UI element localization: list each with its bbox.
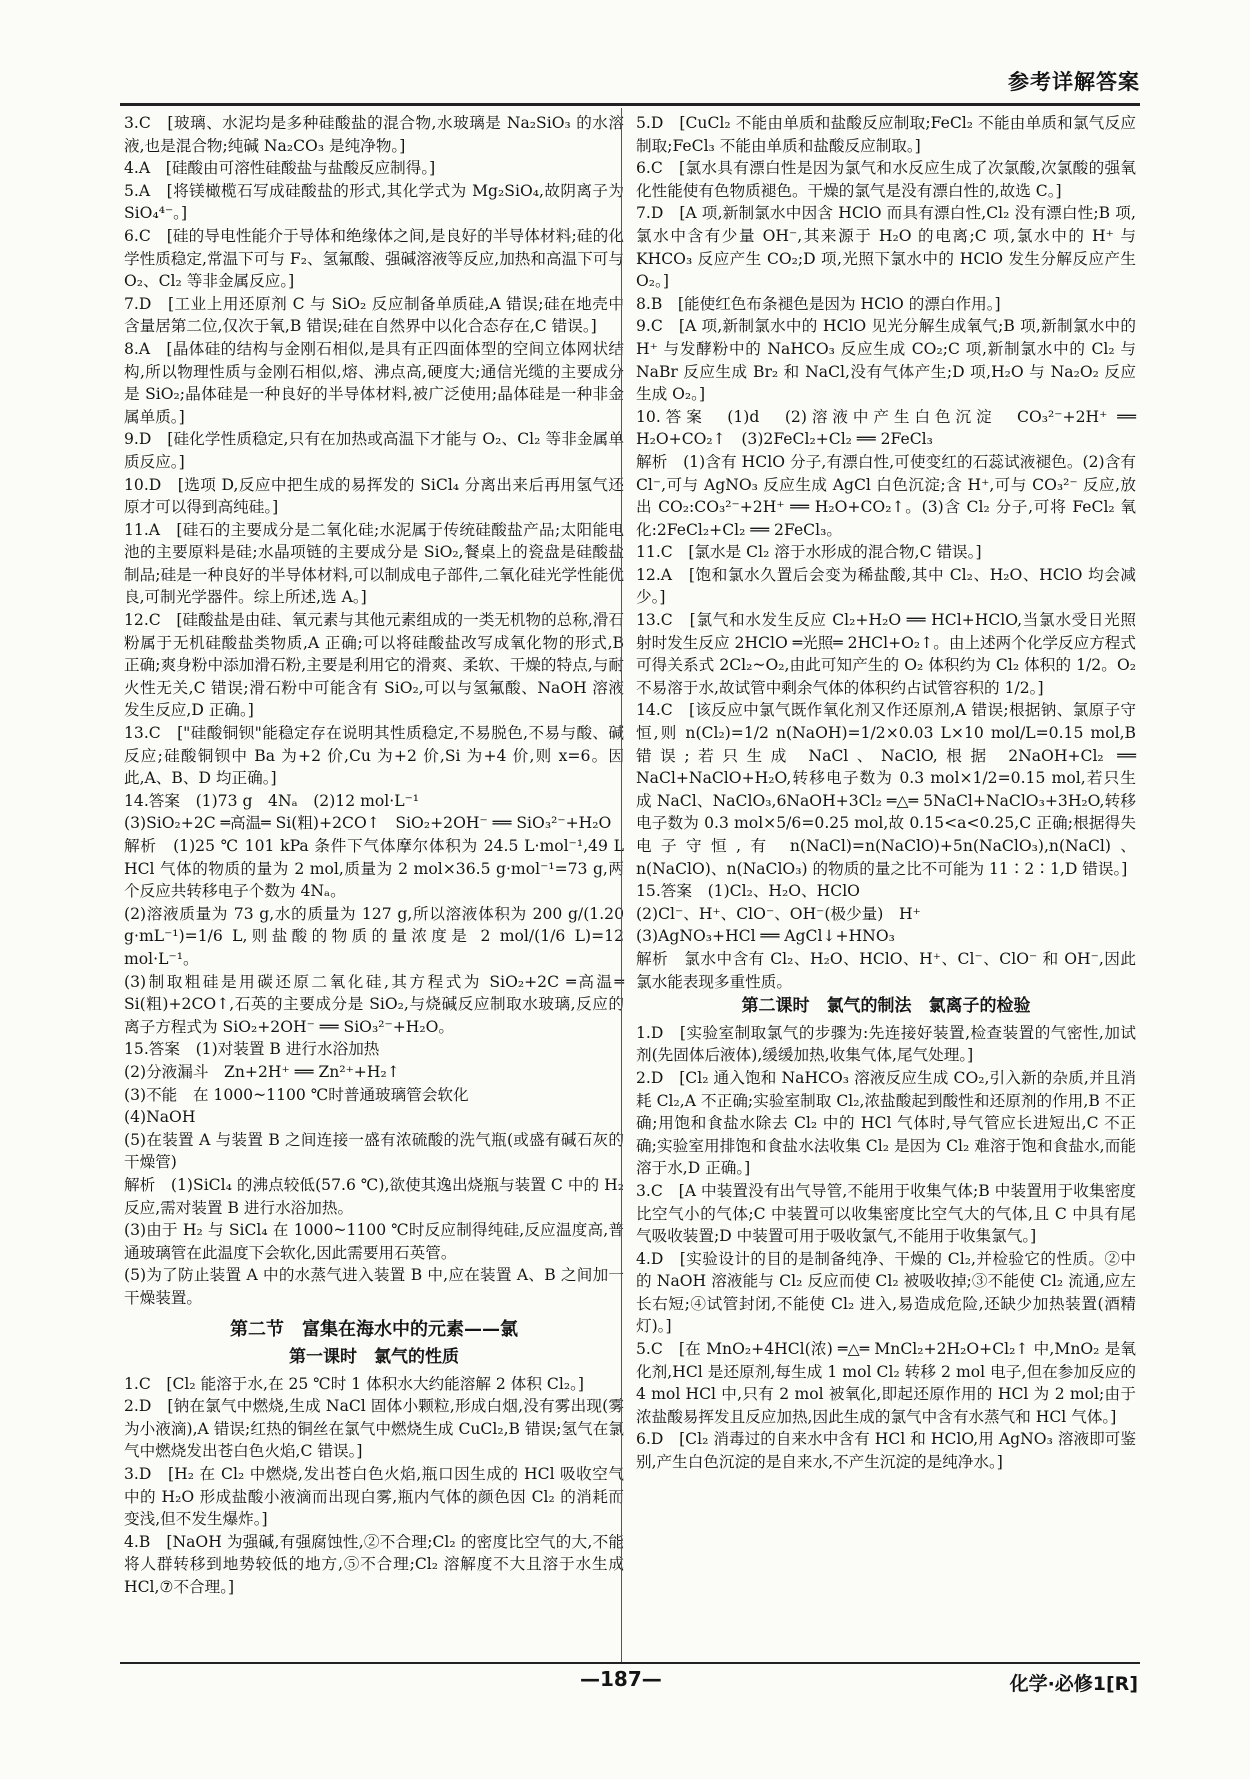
answer-item: 15.答案 (1)Cl₂、H₂O、HClO xyxy=(636,882,860,901)
answer-item: 4.A [硅酸由可溶性硅酸盐与盐酸反应制得。] xyxy=(124,159,436,178)
answer-item: 6.D [Cl₂ 消毒过的自来水中含有 HCl 和 HClO,用 AgNO₃ 溶液即可鉴别,产生白色沉淀的是自来水,不产生沉淀的是纯净水。] xyxy=(636,1430,1136,1472)
answer-item: 7.D [工业上用还原剂 C 与 SiO₂ 反应制备单质硅,A 错误;硅在地壳中含量居第二位,仅次于氧,B 错误;硅在自然界中以化合态存在,C 错误。] xyxy=(124,294,624,336)
section-title: 第二节 富集在海水中的元素——氯 xyxy=(230,1319,518,1341)
answer-item: (3)由于 H₂ 与 SiCl₄ 在 1000~1100 ℃时反应制得纯硅,反应温度高,普通玻璃管在此温度下会软化,因此需要用石英管。 xyxy=(124,1221,624,1262)
answer-item: 14.答案 (1)73 g 4Nₐ (2)12 mol·L⁻¹ xyxy=(124,791,420,810)
page-header-title: 参考详解答案 xyxy=(1008,70,1140,94)
answer-item: 1.C [Cl₂ 能溶于水,在 25 ℃时 1 体积水大约能溶解 2 体积 Cl₂。] xyxy=(124,1374,584,1393)
book-label: 化学·必修1[R] xyxy=(1009,1673,1138,1695)
footer-rule xyxy=(120,1662,1140,1664)
header-rule xyxy=(120,103,1140,106)
lesson-title: 第一课时 氯气的性质 xyxy=(289,1347,459,1368)
answer-item: (3)SiO₂+2C ═高温═ Si(粗)+2CO↑ SiO₂+2OH⁻ ══ SiO₃²⁻+H₂O xyxy=(124,814,612,833)
answer-item: 6.C [硅的导电性能介于导体和绝缘体之间,是良好的半导体材料;硅的化学性质稳定,常温下可与 F₂、氢氟酸、强碱溶液等反应,加热和高温下可与 O₂、Cl₂ 等非金属反应。] xyxy=(124,226,624,291)
answer-item: 2.D [钠在氯气中燃烧,生成 NaCl 固体小颗粒,形成白烟,没有雾出现(雾为小液滴),A 错误;红热的铜丝在氯气中燃烧生成 CuCl₂,B 错误;氢气在氯气中燃烧发出苍白色火焰,C 错误。] xyxy=(124,1397,624,1461)
answer-item: 3.D [H₂ 在 Cl₂ 中燃烧,发出苍白色火焰,瓶口因生成的 HCl 吸收空气中的 H₂O 形成盐酸小液滴而出现白雾,瓶内气体的颜色因 Cl₂ 的消耗而变浅,但不发生爆炸。] xyxy=(124,1465,624,1529)
answer-item: (4)NaOH xyxy=(124,1108,196,1127)
lesson-title: 第二课时 氯气的制法 氯离子的检验 xyxy=(741,996,1031,1017)
answer-item: (2)Cl⁻、H⁺、ClO⁻、OH⁻(极少量) H⁺ xyxy=(636,904,921,923)
answer-item: (3)AgNO₃+HCl ══ AgCl↓+HNO₃ xyxy=(636,927,895,946)
answer-item: 5.A [将镁橄榄石写成硅酸盐的形式,其化学式为 Mg₂SiO₄,故阴离子为 SiO₄⁴⁻。] xyxy=(124,181,624,223)
answer-item: 15.答案 (1)对装置 B 进行水浴加热 xyxy=(124,1040,380,1059)
answer-item: 10.D [选项 D,反应中把生成的易挥发的 SiCl₄ 分离出来后再用氢气还原才可以得到高纯硅。] xyxy=(124,475,624,517)
answer-item: (3)不能 在 1000~1100 ℃时普通玻璃管会软化 xyxy=(124,1085,469,1104)
answer-item: 解析 (1)含有 HClO 分子,有漂白性,可使变红的石蕊试液褪色。(2)含有 Cl⁻,可与 AgNO₃ 反应生成 AgCl 白色沉淀;含 H⁺,可与 CO₃²⁻ 反应,放出 CO₂:CO₃²⁻+2H⁺ ══ H₂O+CO₂↑。(3)含 Cl₂ 分子,可将 FeCl₂ 氧化:2FeCl₂+Cl₂ ══ 2FeCl₃。 xyxy=(636,452,1136,539)
answer-item: 12.A [饱和氯水久置后会变为稀盐酸,其中 Cl₂、H₂O、HClO 均会减少。] xyxy=(636,565,1136,607)
answer-item: 9.D [硅化学性质稳定,只有在加热或高温下才能与 O₂、Cl₂ 等非金属单质反应。] xyxy=(124,430,624,471)
answer-item: 3.C [A 中装置没有出气导管,不能用于收集气体;B 中装置用于收集密度比空气小的气体;C 中装置可以收集密度比空气大的气体,且 C 中具有尾气吸收装置;D 中装置可用于吸收氯气,不能用于收集氯气。] xyxy=(636,1181,1136,1246)
answer-item: 10.答案 (1)d (2)溶液中产生白色沉淀 CO₃²⁻+2H⁺ ══ H₂O+CO₂↑ (3)2FeCl₂+Cl₂ ══ 2FeCl₃ xyxy=(636,407,1136,449)
answer-item: (2)分液漏斗 Zn+2H⁺ ══ Zn²⁺+H₂↑ xyxy=(124,1062,400,1081)
answer-item: 1.D [实验室制取氯气的步骤为:先连接好装置,检查装置的气密性,加试剂(先固体后液体),缓缓加热,收集气体,尾气处理。] xyxy=(636,1023,1136,1065)
answer-item: 13.C ["硅酸铜钡"能稳定存在说明其性质稳定,不易脱色,不易与酸、碱反应;硅酸铜钡中 Ba 为+2 价,Cu 为+2 价,Si 为+4 价,则 x=6。因此,A、B、D 均正确。] xyxy=(124,724,624,788)
answer-item: 5.C [在 MnO₂+4HCl(浓) ═△═ MnCl₂+2H₂O+Cl₂↑ 中,MnO₂ 是氧化剂,HCl 是还原剂,每生成 1 mol Cl₂ 转移 2 mol 电子,但在参加反应的 4 mol HCl 中,只有 2 mol 被氧化,即起还原作用的 HCl 为 2 mol;由于浓盐酸易挥发且反应加热,因此生成的氯气中含有水蒸气和 HCl 气体。] xyxy=(636,1340,1136,1426)
answer-item: (2)溶液质量为 73 g,水的质量为 127 g,所以溶液体积为 200 g/(1.20 g·mL⁻¹)=1/6 L,则盐酸的物质的量浓度是 2 mol/(1/6 L)=12 mol·L⁻¹。 xyxy=(124,904,624,968)
answer-item: 8.B [能使红色布条褪色是因为 HClO 的漂白作用。] xyxy=(636,294,1001,313)
answer-item: 5.D [CuCl₂ 不能由单质和盐酸反应制取;FeCl₂ 不能由单质和氯气反应制取;FeCl₃ 不能由单质和盐酸反应制取。] xyxy=(636,114,1136,155)
answer-item: 11.C [氯水是 Cl₂ 溶于水形成的混合物,C 错误。] xyxy=(636,543,982,562)
answer-item: 2.D [Cl₂ 通入饱和 NaHCO₃ 溶液反应生成 CO₂,引入新的杂质,并且消耗 Cl₂,A 不正确;实验室制取 Cl₂,浓盐酸起到酸性和还原剂的作用,B 不正确;用饱和食盐水除去 Cl₂ 中的 HCl 气体时,导气管应长进短出,C 不正确;实验室用排饱和食盐水法收集 Cl₂ 是因为 Cl₂ 难溶于饱和食盐水,而能溶于水,D 正确。] xyxy=(636,1068,1136,1178)
column-divider xyxy=(621,108,622,1663)
answer-item: 7.D [A 项,新制氯水中因含 HClO 而具有漂白性,Cl₂ 没有漂白性;B 项,氯水中含有少量 OH⁻,其来源于 H₂O 的电离;C 项,氯水中的 H⁺ 与 KHCO₃ 反应产生 CO₂;D 项,光照下氯水中的 HClO 发生分解反应产生 O₂。] xyxy=(636,204,1136,291)
answer-item: 13.C [氯气和水发生反应 Cl₂+H₂O ══ HCl+HClO,当氯水受日光照射时发生反应 2HClO ═光照═ 2HCl+O₂↑。由上述两个化学反应方程式可得关系式 2Cl₂~O₂,由此可知产生的 O₂ 体积约为 Cl₂ 体积的 1/2。O₂ 不易溶于水,故试管中剩余气体的体积约占试管容积的 1/2。] xyxy=(636,611,1136,697)
answer-item: (5)在装置 A 与装置 B 之间连接一盛有浓硫酸的洗气瓶(或盛有碱石灰的干燥管) xyxy=(124,1130,624,1172)
answer-item: 14.C [该反应中氯气既作氧化剂又作还原剂,A 错误;根据钠、氯原子守恒,则 n(Cl₂)=1/2 n(NaOH)=1/2×0.03 L×10 mol/L=0.15 mol,B 错误;若只生成 NaCl、NaClO,根据 2NaOH+Cl₂ ══ NaCl+NaClO+H₂O,转移电子数为 0.3 mol×1/2=0.15 mol,若只生成 NaCl、NaClO₃,6NaOH+3Cl₂ ═△═ 5NaCl+NaClO₃+3H₂O,转移电子数为 0.3 mol×5/6=0.25 mol,故 0.15<a<0.25,C 正确;根据得失电子守恒,有 n(NaCl)=n(NaClO)+5n(NaClO₃),n(NaCl)、n(NaClO)、n(NaClO₃) 的物质的量之比不可能为 11∶2∶1,D 错误。] xyxy=(636,701,1136,878)
answer-item: 6.C [氯水具有漂白性是因为氯气和水反应生成了次氯酸,次氯酸的强氧化性能使有色物质褪色。干燥的氯气是没有漂白性的,故选 C。] xyxy=(636,159,1136,200)
answer-item: 12.C [硅酸盐是由硅、氧元素与其他元素组成的一类无机物的总称,滑石粉属于无机硅酸盐类物质,A 正确;可以将硅酸盐改写成氧化物的形式,B 正确;爽身粉中添加滑石粉,主要是利用它的滑爽、柔软、干燥的特点,与耐火性无关,C 错误;滑石粉中可能含有 SiO₂,可以与氢氟酸、NaOH 溶液发生反应,D 正确。] xyxy=(124,611,624,720)
answer-item: 11.A [硅石的主要成分是二氧化硅;水泥属于传统硅酸盐产品;太阳能电池的主要原料是硅;水晶项链的主要成分是 SiO₂,餐桌上的瓷盘是硅酸盐制品;硅是一种良好的半导体材料,可以制成电子部件,二氧化硅光学性能优良,可制光学器件。综上所述,选 A。] xyxy=(124,520,624,607)
answer-item: (3)制取粗硅是用碳还原二氧化硅,其方程式为 SiO₂+2C ═高温═ Si(粗)+2CO↑,石英的主要成分是 SiO₂,与烧碱反应制取水玻璃,反应的离子方程式为 SiO₂+2OH⁻ ══ SiO₃²⁻+H₂O。 xyxy=(124,972,624,1036)
answer-item: 解析 (1)25 ℃ 101 kPa 条件下气体摩尔体积为 24.5 L·mol⁻¹,49 L HCl 气体的物质的量为 2 mol,质量为 2 mol×36.5 g·mol⁻¹=73 g,两个反应共转移电子个数为 4Nₐ。 xyxy=(124,837,624,901)
answer-item: 4.B [NaOH 为强碱,有强腐蚀性,②不合理;Cl₂ 的密度比空气的大,不能将人群转移到地势较低的地方,⑤不合理;Cl₂ 溶解度不大且溶于水生成 HCl,⑦不合理。] xyxy=(124,1532,624,1596)
answer-item: 解析 氯水中含有 Cl₂、H₂O、HClO、H⁺、Cl⁻、ClO⁻ 和 OH⁻,因此氯水能表现多重性质。 xyxy=(636,949,1136,991)
left-column xyxy=(124,112,624,1599)
answer-item: 解析 (1)SiCl₄ 的沸点较低(57.6 ℃),欲使其逸出烧瓶与装置 C 中的 H₂ 反应,需对装置 B 进行水浴加热。 xyxy=(124,1175,624,1217)
answer-item: 9.C [A 项,新制氯水中的 HClO 见光分解生成氧气;B 项,新制氯水中的 H⁺ 与发酵粉中的 NaHCO₃ 反应生成 CO₂;C 项,新制氯水中的 Cl₂ 与 NaBr 反应生成 Br₂ 和 NaCl,没有气体产生;D 项,H₂O 与 Na₂O₂ 反应生成 O₂。] xyxy=(636,317,1136,404)
answer-item: 8.A [晶体硅的结构与金刚石相似,是具有正四面体型的空间立体网状结构,所以物理性质与金刚石相似,熔、沸点高,硬度大;通信光缆的主要成分是 SiO₂;晶体硅是一种良好的半导体材料,被广泛使用;晶体硅是一种非金属单质。] xyxy=(124,339,624,426)
page-number: —187— xyxy=(580,1667,662,1691)
answer-item: 3.C [玻璃、水泥均是多种硅酸盐的混合物,水玻璃是 Na₂SiO₃ 的水溶液,也是混合物;纯碱 Na₂CO₃ 是纯净物。] xyxy=(124,114,624,155)
answer-item: 4.D [实验设计的目的是制备纯净、干燥的 Cl₂,并检验它的性质。②中的 NaOH 溶液能与 Cl₂ 反应而使 Cl₂ 被吸收掉;③不能使 Cl₂ 流通,应左长右短;④试管封闭,不能使 Cl₂ 进入,易造成危险,还缺少加热装置(酒精灯)。] xyxy=(636,1249,1136,1336)
answer-item: (5)为了防止装置 A 中的水蒸气进入装置 B 中,应在装置 A、B 之间加一干燥装置。 xyxy=(124,1266,624,1307)
right-column xyxy=(636,112,1136,1474)
